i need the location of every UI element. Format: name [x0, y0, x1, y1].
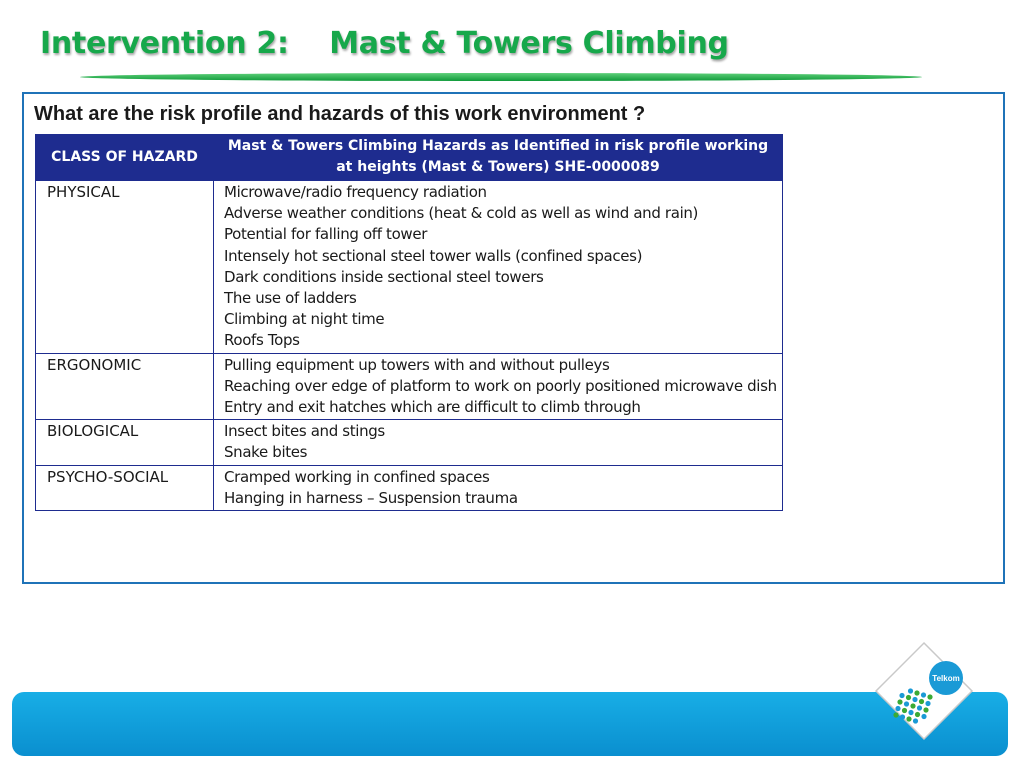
- logo-dot: [908, 710, 913, 715]
- logo-dot: [908, 688, 913, 693]
- table-body: [36, 181, 783, 511]
- logo-dot: [893, 712, 898, 717]
- hazard-item: Potential for falling off tower: [224, 225, 428, 244]
- hazard-list-cell: [214, 420, 783, 465]
- title-underline: [80, 73, 922, 81]
- hazard-item: Climbing at night time: [224, 310, 385, 329]
- hazard-class-cell: ERGONOMIC: [36, 353, 214, 420]
- hazard-item: Roofs Tops: [224, 331, 300, 350]
- logo-dot: [910, 703, 915, 708]
- hazards-table: [35, 134, 783, 511]
- logo-dot: [900, 714, 905, 719]
- hazard-class-cell: BIOLOGICAL: [36, 420, 214, 465]
- hazard-item: Entry and exit hatches which are difficult to climb through: [224, 398, 641, 417]
- hazard-item: Cramped working in confined spaces: [224, 467, 490, 486]
- logo-dot: [902, 708, 907, 713]
- logo-dot: [921, 692, 926, 697]
- table-row: [36, 465, 783, 510]
- logo-dot: [927, 694, 932, 699]
- hazard-item: The use of ladders: [224, 289, 357, 308]
- logo-text: Telkom: [932, 674, 960, 683]
- header-hazards: Mast & Towers Climbing Hazards as Identified in risk profile working at heights (Mast & Towers) SHE-0000089: [214, 135, 783, 181]
- hazard-list-cell: [214, 353, 783, 420]
- logo-dot: [897, 699, 902, 704]
- hazard-item: Pulling equipment up towers with and without pulleys: [224, 355, 610, 374]
- logo-dot: [914, 690, 919, 695]
- risk-question: What are the risk profile and hazards of this work environment ?: [34, 103, 646, 125]
- hazard-item: Reaching over edge of platform to work on poorly positioned microwave dish: [224, 376, 777, 395]
- logo-dot: [904, 701, 909, 706]
- hazard-class-cell: PSYCHO-SOCIAL: [36, 465, 214, 510]
- hazard-item: Dark conditions inside sectional steel towers: [224, 267, 544, 286]
- hazard-item: Intensely hot sectional steel tower walls (confined spaces): [224, 246, 643, 265]
- hazard-item: Hanging in harness – Suspension trauma: [224, 488, 518, 507]
- logo-dot: [919, 699, 924, 704]
- logo-dot: [917, 705, 922, 710]
- hazard-list-cell: [214, 465, 783, 510]
- header-class-of-hazard: CLASS OF HAZARD: [36, 135, 214, 181]
- logo-dot: [899, 693, 904, 698]
- footer-bar: [12, 692, 1008, 756]
- telkom-logo: [874, 641, 974, 741]
- logo-dot: [923, 707, 928, 712]
- table-row: [36, 353, 783, 420]
- logo-dot: [915, 712, 920, 717]
- logo-dot: [921, 714, 926, 719]
- hazard-list-cell: [214, 181, 783, 354]
- hazard-item: Insect bites and stings: [224, 422, 385, 441]
- table-row: [36, 420, 783, 465]
- hazard-class-cell: PHYSICAL: [36, 181, 214, 354]
- table-row: [36, 181, 783, 354]
- table-header-row: [36, 135, 783, 181]
- logo-dot: [913, 718, 918, 723]
- hazard-item: Microwave/radio frequency radiation: [224, 183, 487, 201]
- logo-dot: [906, 716, 911, 721]
- slide-title: Intervention 2: Mast & Towers Climbing: [40, 26, 729, 61]
- logo-dot: [925, 701, 930, 706]
- logo-dot: [912, 697, 917, 702]
- logo-dot: [895, 706, 900, 711]
- hazard-item: Snake bites: [224, 443, 308, 462]
- hazard-item: Adverse weather conditions (heat & cold as well as wind and rain): [224, 204, 699, 223]
- logo-dot: [906, 695, 911, 700]
